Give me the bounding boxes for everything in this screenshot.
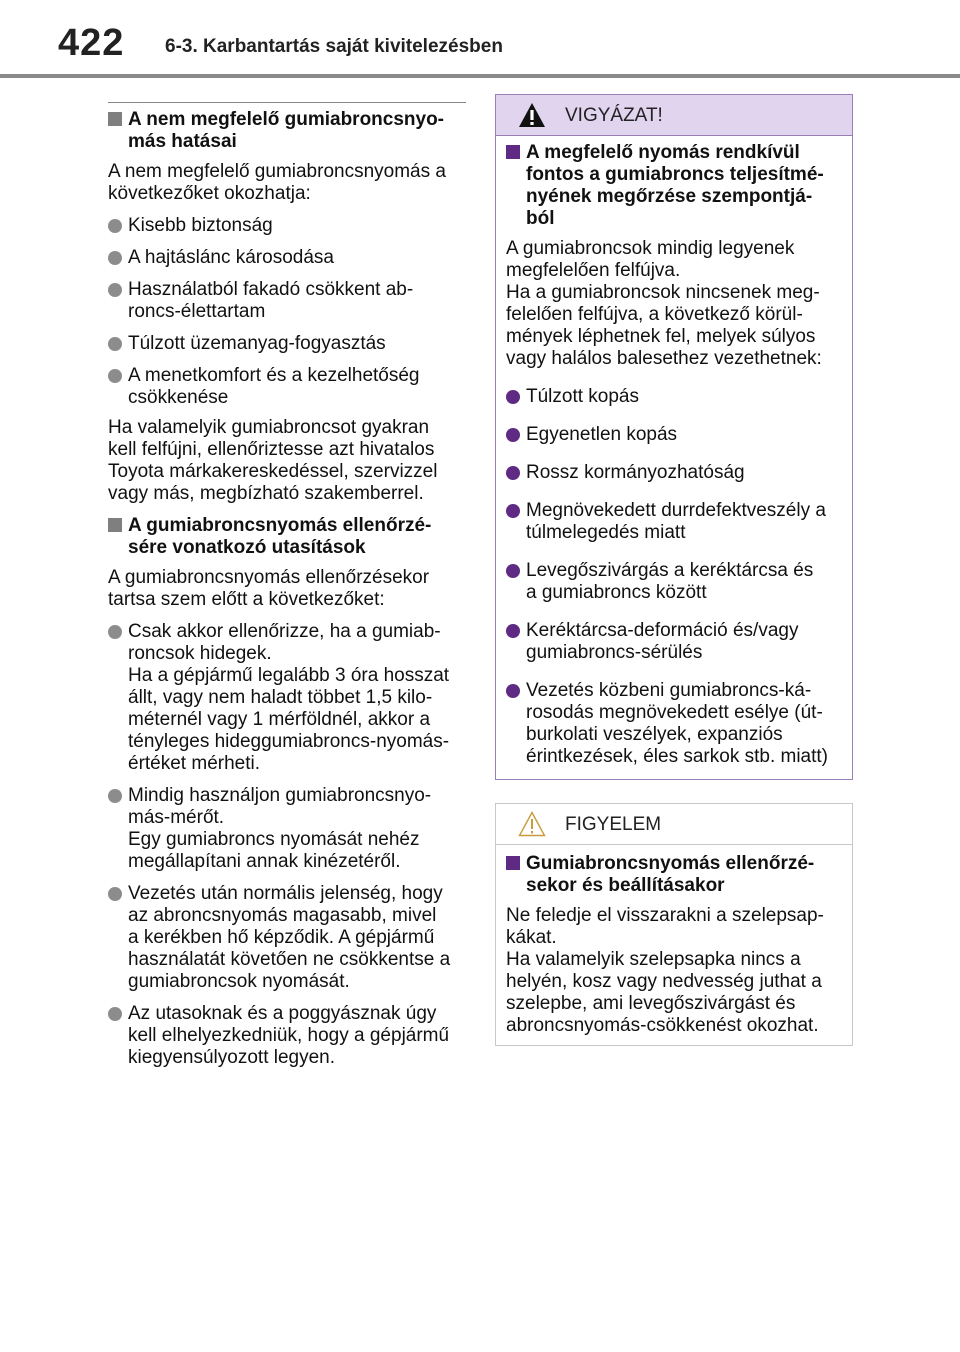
- bullet-dot-icon: [108, 219, 122, 233]
- bullet-dot-icon: [506, 428, 520, 442]
- square-bullet-icon: [108, 518, 122, 532]
- page-header: [0, 0, 960, 78]
- square-bullet-icon: [506, 145, 520, 159]
- notice-box: [495, 803, 853, 1046]
- notice-box-header: [496, 804, 852, 845]
- bullet-dot-icon: [108, 887, 122, 901]
- bullet-dot-icon: [506, 504, 520, 518]
- list-item: A hajtáslánc károsodása: [108, 247, 466, 269]
- bullet-dot-icon: [108, 789, 122, 803]
- list-item: Megnövekedett durrdefektveszély a túlmelegedés miatt: [506, 500, 842, 544]
- warning-triangle-icon: [518, 102, 546, 133]
- heading-instructions: [108, 515, 466, 559]
- list-item: Csak akkor ellenőrizze, ha a gumiab- roncsok hidegek. Ha a gépjármű legalább 3 óra hosszat állt, vagy nem haladt többet 1,5 kilo- méternél vagy 1 mérföldnél, akkor a tényleges hideggumiabroncs-nyomás- értéket mérheti.: [108, 621, 466, 775]
- list-item: Túlzott kopás: [506, 386, 842, 408]
- bullet-dot-icon: [108, 369, 122, 383]
- warning-heading-text: A megfelelő nyomás rendkívül fontos a gumiabroncs teljesítmé- nyének megőrzése szempontjá- ból: [526, 142, 824, 229]
- paragraph: Ha valamelyik gumiabroncsot gyakran kell felfújni, ellenőriztesse azt hivatalos Toyota márkakereskedéssel, szervizzel vagy más, megbízható szakemberrel.: [108, 417, 438, 504]
- caution-triangle-outline-icon: [518, 811, 546, 842]
- header-divider: [0, 74, 960, 78]
- paragraph: A gumiabroncsnyomás ellenőrzésekor tartsa szem előtt a következőket:: [108, 567, 430, 610]
- heading-effects-text: A nem megfelelő gumiabroncsnyo- más hatásai: [128, 109, 445, 152]
- list-item: A menetkomfort és a kezelhetőség csökkenése: [108, 365, 466, 409]
- heading-effects: [108, 109, 466, 153]
- notice-heading: [506, 853, 842, 897]
- warning-paragraph: A gumiabroncsok mindig legyenek megfelelően felfújva. Ha a gumiabroncsok nincsenek meg- felelően felfújva, a következő körül- mények léphetnek fel, melyek súlyos vagy halálos balesethez vezethetnek:: [506, 238, 822, 369]
- square-bullet-icon: [108, 112, 122, 126]
- bullet-dot-icon: [506, 390, 520, 404]
- page-number: 422: [58, 22, 125, 64]
- bullet-dot-icon: [108, 337, 122, 351]
- column-divider: [108, 102, 466, 103]
- section-title: 6-3. Karbantartás saját kivitelezésben: [165, 36, 503, 57]
- list-item: Kisebb biztonság: [108, 215, 466, 237]
- bullet-dot-icon: [506, 466, 520, 480]
- bullet-dot-icon: [108, 251, 122, 265]
- bullet-dot-icon: [108, 283, 122, 297]
- bullet-dot-icon: [506, 564, 520, 578]
- list-item: Keréktárcsa-deformáció és/vagy gumiabroncs-sérülés: [506, 620, 842, 664]
- list-item: Túlzott üzemanyag-fogyasztás: [108, 333, 466, 355]
- warning-box: [495, 94, 853, 780]
- bullet-dot-icon: [506, 624, 520, 638]
- list-item: Vezetés után normális jelenség, hogy az abroncsnyomás magasabb, mivel a kerékben hő képződik. A gépjármű használatát követően ne csökkentse a gumiabroncsok nyomását.: [108, 883, 466, 993]
- notice-heading-text: Gumiabroncsnyomás ellenőrzé- sekor és beállításakor: [526, 853, 815, 896]
- list-item: Egyenetlen kopás: [506, 424, 842, 446]
- bullet-dot-icon: [506, 684, 520, 698]
- list-item: Vezetés közbeni gumiabroncs-ká- rosodás megnövekedett esélye (út- burkolati veszélyek, expanziós érintkezések, éles sarkok stb. miatt): [506, 680, 842, 768]
- paragraph: A nem megfelelő gumiabroncsnyomás a következőket okozhatja:: [108, 161, 446, 204]
- warning-label: VIGYÁZAT!: [565, 105, 663, 126]
- bullet-dot-icon: [108, 625, 122, 639]
- list-item: Használatból fakadó csökkent ab- roncs-élettartam: [108, 279, 466, 323]
- notice-paragraph: Ne feledje el visszarakni a szelepsap- kákat. Ha valamelyik szelepsapka nincs a helyén, kosz vagy nedvesség juthat a szelepbe, ami levegőszivárgást és abroncsnyomás-csökkenést okozhat.: [506, 905, 824, 1036]
- list-item: Az utasoknak és a poggyásznak úgy kell elhelyezkedniük, hogy a gépjármű kiegyensúlyozott legyen.: [108, 1003, 466, 1069]
- warning-heading: [506, 142, 842, 230]
- warning-box-header: [496, 95, 852, 136]
- bullet-dot-icon: [108, 1007, 122, 1021]
- left-column: [108, 102, 466, 1069]
- list-item: Levegőszivárgás a keréktárcsa és a gumiabroncs között: [506, 560, 842, 604]
- list-item: Mindig használjon gumiabroncsnyo- más-mérőt. Egy gumiabroncs nyomását nehéz megállapítani annak kinézetéről.: [108, 785, 466, 873]
- square-bullet-icon: [506, 856, 520, 870]
- list-item: Rossz kormányozhatóság: [506, 462, 842, 484]
- notice-label: FIGYELEM: [565, 814, 662, 835]
- heading-instructions-text: A gumiabroncsnyomás ellenőrzé- sére vonatkozó utasítások: [128, 515, 432, 558]
